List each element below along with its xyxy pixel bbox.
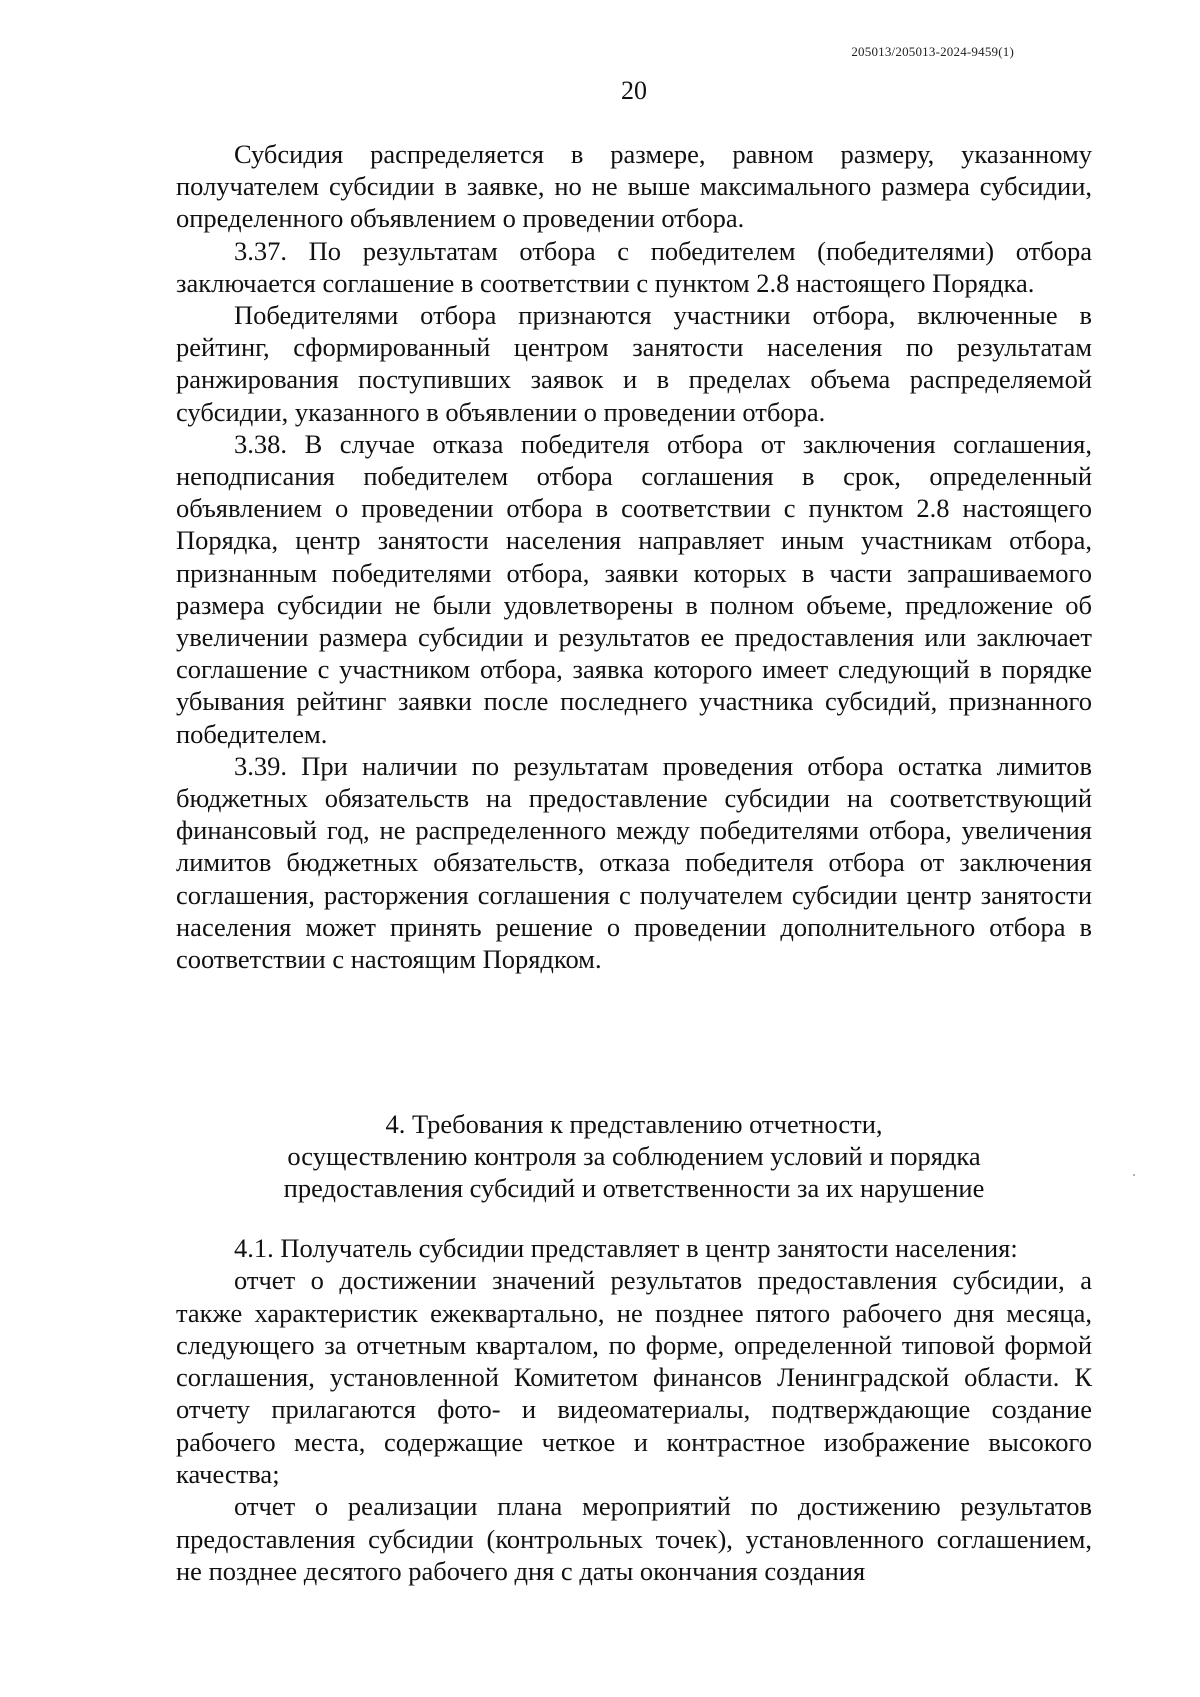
section-heading-line: осуществлению контроля за соблюдением условий и порядка (287, 1141, 981, 1171)
section-heading-line: 4. Требования к представлению отчетности, (385, 1109, 883, 1139)
document-id: 205013/205013-2024-9459(1) (851, 44, 1014, 59)
scan-speck (1133, 1174, 1135, 1176)
section-heading (176, 1108, 1092, 1204)
paragraph: Победителями отбора признаются участники отбора, включенные в рейтинг, сформированный центром занятости населения по результатам ранжирования поступивших заявок и в пределах объема распределяемой субсидии, указанного в объявлении о проведении отбора. (176, 300, 1092, 427)
paragraph-3-39: 3.39. При наличии по результатам проведения отбора остатка лимитов бюджетных обязательств на предоставление субсидии на соответствующий финансовый год, не распределенного между победителями отбора, увеличения лимитов бюджетных обязательств, отказа победителя отбора от заключения соглашения, расторжения соглашения с получателем субсидии центр занятости населения может принять решение о проведении дополнительного отбора в соответствии с настоящим Порядком. (176, 750, 1092, 975)
paragraph-3-38: 3.38. В случае отказа победителя отбора от заключения соглашения, неподписания победителем отбора соглашения в срок, определенный объявлением о проведении отбора в соответствии с пунктом 2.8 настоящего Порядка, центр занятости населения направляет иным участникам отбора, признанным победителями отбора, заявки которых в части запрашиваемого размера субсидии не были удовлетворены в полном объеме, предложение об увеличении размера субсидии и результатов ее предоставления или заключает соглашение с участником отбора, заявка которого имеет следующий в порядке убывания рейтинг заявки после последнего участника субсидий, признанного победителем. (176, 428, 1092, 749)
paragraph-3-37: 3.37. По результатам отбора с победителем (победителями) отбора заключается соглашение в соответствии с пунктом 2.8 настоящего Порядка. (176, 235, 1092, 298)
page-number: 20 (621, 76, 647, 105)
paragraph: отчет о реализации плана мероприятий по достижению результатов предоставления субсидии (контрольных точек), установленного соглашением, не позднее десятого рабочего дня с даты окончания создания (176, 1491, 1092, 1586)
paragraph-4-1: 4.1. Получатель субсидии представляет в центр занятости населения: (234, 1233, 1018, 1263)
paragraph: Субсидия распределяется в размере, равном размеру, указанному получателем субсидии в заявке, но не выше максимального размера субсидии, определенного объявлением о проведении отбора. (176, 139, 1092, 234)
paragraph: отчет о достижении значений результатов предоставления субсидии, а также характеристик ежеквартально, не позднее пятого рабочего дня месяца, следующего за отчетным кварталом, по форме, определенной типовой формой соглашения, установленной Комитетом финансов Ленинградской области. К отчету прилагаются фото- и видеоматериалы, подтверждающие создание рабочего места, содержащие четкое и контрастное изображение высокого качества; (176, 1265, 1092, 1490)
section-heading-line: предоставления субсидий и ответственности за их нарушение (283, 1173, 985, 1203)
body-text (176, 138, 1092, 975)
section-body (176, 1232, 1092, 1587)
